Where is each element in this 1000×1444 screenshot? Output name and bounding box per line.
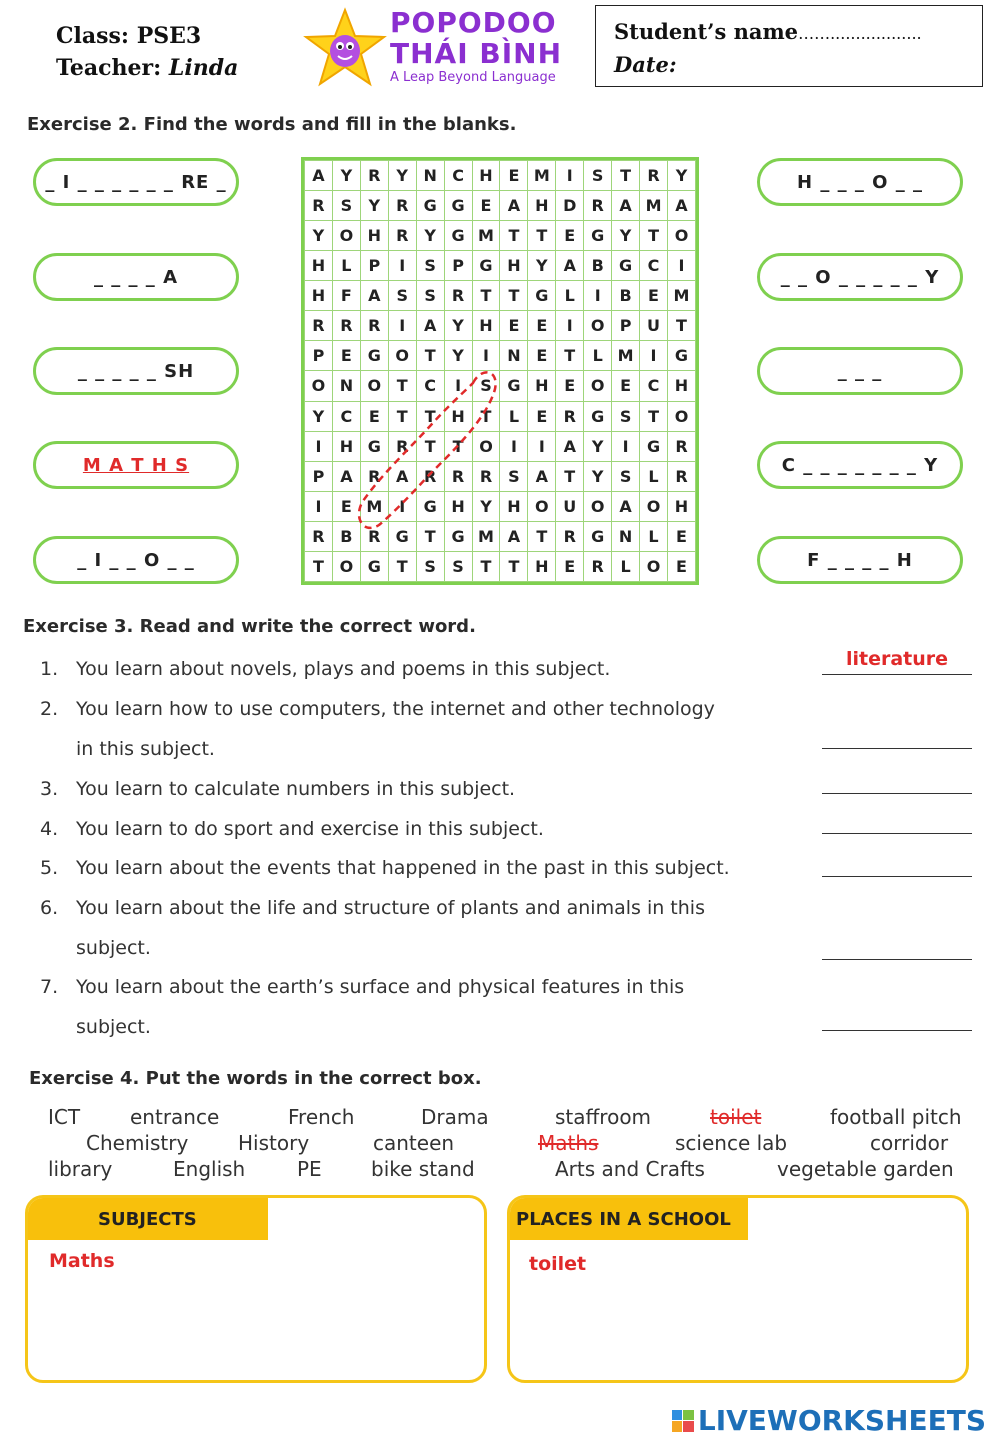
word-french[interactable]: French — [288, 1105, 355, 1129]
grid-letter[interactable]: T — [500, 221, 528, 251]
grid-letter[interactable]: I — [388, 251, 416, 281]
question-2: 2. You learn how to use computers, the internet and other technology — [40, 698, 715, 720]
grid-letter[interactable]: G — [360, 551, 388, 581]
grid-letter[interactable]: A — [416, 311, 444, 341]
grid-row — [305, 251, 696, 281]
grid-letter[interactable]: O — [584, 491, 612, 521]
grid-letter[interactable]: H — [472, 311, 500, 341]
grid-letter[interactable]: S — [388, 281, 416, 311]
grid-letter[interactable]: T — [416, 341, 444, 371]
grid-letter[interactable]: R — [332, 311, 360, 341]
grid-letter[interactable]: A — [667, 191, 695, 221]
grid-letter[interactable]: G — [640, 431, 668, 461]
grid-row — [305, 491, 696, 521]
grid-letter[interactable]: Y — [444, 311, 472, 341]
grid-letter[interactable]: G — [444, 191, 472, 221]
grid-letter[interactable]: Y — [388, 161, 416, 191]
grid-letter[interactable]: T — [500, 551, 528, 581]
grid-letter[interactable]: I — [612, 431, 640, 461]
exercise2-title: Exercise 2. Find the words and fill in the blanks. — [27, 114, 517, 135]
logo-tagline: A Leap Beyond Language — [390, 70, 556, 85]
grid-letter[interactable]: G — [388, 521, 416, 551]
grid-letter[interactable]: R — [584, 551, 612, 581]
grid-letter[interactable]: S — [332, 191, 360, 221]
grid-letter[interactable]: R — [305, 311, 333, 341]
grid-letter[interactable]: M — [472, 221, 500, 251]
grid-row — [305, 401, 696, 431]
grid-letter[interactable]: G — [444, 521, 472, 551]
grid-letter[interactable]: Y — [584, 431, 612, 461]
exercise4-title: Exercise 4. Put the words in the correct box. — [29, 1068, 482, 1089]
word-arts-and-crafts[interactable]: Arts and Crafts — [555, 1157, 705, 1181]
grid-letter[interactable]: R — [360, 311, 388, 341]
grid-row — [305, 161, 696, 191]
grid-letter[interactable]: L — [500, 401, 528, 431]
word-entrance[interactable]: entrance — [130, 1105, 220, 1129]
grid-letter[interactable]: E — [500, 311, 528, 341]
grid-letter[interactable]: M — [667, 281, 695, 311]
grid-letter[interactable]: E — [556, 371, 584, 401]
grid-letter[interactable]: Y — [472, 491, 500, 521]
liveworksheets-icon — [672, 1410, 694, 1432]
grid-letter[interactable]: R — [584, 191, 612, 221]
grid-letter[interactable]: O — [305, 371, 333, 401]
right-pill-4[interactable]: C _ _ _ _ _ _ _ Y — [757, 441, 963, 489]
grid-letter[interactable]: G — [584, 521, 612, 551]
grid-letter[interactable]: P — [612, 311, 640, 341]
grid-letter[interactable]: A — [500, 191, 528, 221]
question-2-cont: in this subject. — [76, 738, 215, 760]
grid-letter[interactable]: N — [500, 341, 528, 371]
student-name-label: Student’s name — [614, 19, 799, 44]
word-football-pitch[interactable]: football pitch — [830, 1105, 962, 1129]
answer-line-1[interactable] — [822, 674, 972, 675]
grid-letter[interactable]: R — [416, 461, 444, 491]
right-pill-1[interactable]: H _ _ _ O _ _ — [757, 158, 963, 206]
grid-letter[interactable]: T — [444, 431, 472, 461]
grid-letter[interactable]: G — [500, 371, 528, 401]
grid-letter[interactable]: R — [472, 461, 500, 491]
grid-letter[interactable]: T — [388, 371, 416, 401]
left-pill-5[interactable]: _ I _ _ O _ _ — [33, 536, 239, 584]
grid-letter[interactable]: G — [612, 251, 640, 281]
grid-letter[interactable]: R — [360, 161, 388, 191]
answer-line-5[interactable] — [822, 876, 972, 877]
grid-letter[interactable]: T — [667, 311, 695, 341]
subjects-box-title: SUBJECTS — [28, 1198, 268, 1240]
grid-letter[interactable]: A — [360, 281, 388, 311]
question-4: 4. You learn to do sport and exercise in this subject. — [40, 818, 544, 840]
grid-letter[interactable]: A — [556, 431, 584, 461]
grid-letter[interactable]: I — [444, 371, 472, 401]
answer-1[interactable]: literature — [845, 648, 949, 670]
grid-letter[interactable]: E — [332, 341, 360, 371]
grid-letter[interactable]: P — [305, 461, 333, 491]
answer-line-6[interactable] — [822, 959, 972, 960]
word-corridor[interactable]: corridor — [870, 1131, 949, 1155]
grid-letter[interactable]: R — [305, 191, 333, 221]
grid-letter[interactable]: H — [528, 191, 556, 221]
teacher-value: Linda — [168, 55, 239, 81]
right-pill-2[interactable]: _ _ O _ _ _ _ _ Y — [757, 253, 963, 301]
date-label[interactable]: Date: — [614, 52, 677, 77]
grid-letter[interactable]: M — [472, 521, 500, 551]
grid-letter[interactable]: H — [500, 491, 528, 521]
word-search-grid[interactable] — [301, 157, 699, 585]
grid-letter[interactable]: G — [416, 491, 444, 521]
grid-letter[interactable]: T — [640, 221, 668, 251]
grid-letter[interactable]: A — [528, 461, 556, 491]
student-name-field[interactable]: …….................. — [798, 24, 922, 43]
grid-letter[interactable]: R — [305, 521, 333, 551]
grid-letter[interactable]: T — [388, 401, 416, 431]
grid-letter[interactable]: T — [388, 551, 416, 581]
grid-letter[interactable]: I — [556, 311, 584, 341]
word-search-table[interactable] — [304, 160, 696, 582]
grid-letter[interactable]: H — [332, 431, 360, 461]
grid-letter[interactable]: O — [332, 221, 360, 251]
grid-letter[interactable]: I — [388, 491, 416, 521]
grid-letter[interactable]: H — [360, 221, 388, 251]
grid-letter[interactable]: Y — [332, 161, 360, 191]
grid-letter[interactable]: O — [667, 221, 695, 251]
grid-letter[interactable]: S — [416, 551, 444, 581]
grid-letter[interactable]: I — [556, 161, 584, 191]
grid-letter[interactable]: G — [584, 401, 612, 431]
grid-letter[interactable]: N — [416, 161, 444, 191]
grid-letter[interactable]: Y — [305, 221, 333, 251]
grid-letter[interactable]: R — [667, 461, 695, 491]
right-pill-3[interactable]: _ _ _ — [757, 347, 963, 395]
grid-letter[interactable]: C — [444, 161, 472, 191]
grid-letter[interactable]: A — [500, 521, 528, 551]
grid-letter[interactable]: R — [667, 431, 695, 461]
grid-letter[interactable]: P — [360, 251, 388, 281]
grid-letter[interactable]: E — [500, 161, 528, 191]
grid-letter[interactable]: E — [640, 281, 668, 311]
grid-letter[interactable]: T — [640, 401, 668, 431]
word-canteen[interactable]: canteen — [373, 1131, 455, 1155]
grid-letter[interactable]: T — [612, 161, 640, 191]
answer-line-3[interactable] — [822, 793, 972, 794]
answer-line-7[interactable] — [822, 1030, 972, 1031]
grid-letter[interactable]: I — [584, 281, 612, 311]
grid-letter[interactable]: D — [556, 191, 584, 221]
grid-letter[interactable]: M — [612, 341, 640, 371]
grid-letter[interactable]: I — [500, 431, 528, 461]
left-pill-2[interactable]: _ _ _ _ A — [33, 253, 239, 301]
grid-letter[interactable]: B — [612, 281, 640, 311]
grid-letter[interactable]: M — [528, 161, 556, 191]
grid-letter[interactable]: T — [528, 521, 556, 551]
grid-row — [305, 461, 696, 491]
grid-letter[interactable]: S — [612, 401, 640, 431]
grid-letter[interactable]: N — [612, 521, 640, 551]
grid-letter[interactable]: T — [416, 521, 444, 551]
grid-letter[interactable]: R — [388, 191, 416, 221]
grid-letter[interactable]: E — [528, 311, 556, 341]
grid-letter[interactable]: H — [667, 371, 695, 401]
logo-line2: THÁI BÌNH — [390, 37, 562, 70]
grid-letter[interactable]: A — [305, 161, 333, 191]
question-3: 3. You learn to calculate numbers in this subject. — [40, 778, 516, 800]
grid-letter[interactable]: C — [640, 371, 668, 401]
grid-row — [305, 371, 696, 401]
grid-letter[interactable]: H — [305, 281, 333, 311]
subjects-box[interactable] — [25, 1195, 487, 1383]
grid-row — [305, 551, 696, 581]
grid-letter[interactable]: F — [332, 281, 360, 311]
question-7-cont: subject. — [76, 1016, 151, 1038]
grid-letter[interactable]: G — [360, 431, 388, 461]
logo-text — [390, 8, 562, 86]
grid-letter[interactable]: S — [612, 461, 640, 491]
grid-letter[interactable]: S — [444, 551, 472, 581]
grid-row — [305, 311, 696, 341]
grid-letter[interactable]: G — [360, 341, 388, 371]
liveworksheets-text: LIVEWORKSHEETS — [697, 1404, 986, 1437]
logo-line1: POPODOO — [390, 6, 557, 39]
grid-letter[interactable]: S — [584, 161, 612, 191]
grid-letter[interactable]: P — [444, 251, 472, 281]
grid-letter[interactable]: E — [528, 401, 556, 431]
grid-letter[interactable]: H — [472, 161, 500, 191]
grid-letter[interactable]: L — [584, 341, 612, 371]
class-value: PSE3 — [136, 23, 202, 49]
grid-row — [305, 191, 696, 221]
grid-letter[interactable]: T — [472, 281, 500, 311]
class-teacher-info — [56, 20, 238, 84]
grid-row — [305, 521, 696, 551]
grid-letter[interactable]: I — [528, 431, 556, 461]
grid-letter[interactable]: O — [584, 371, 612, 401]
places-box-title: PLACES IN A SCHOOL — [510, 1198, 748, 1240]
grid-row — [305, 281, 696, 311]
grid-letter[interactable]: O — [584, 311, 612, 341]
answer-line-4[interactable] — [822, 833, 972, 834]
grid-letter[interactable]: E — [360, 401, 388, 431]
word-science-lab[interactable]: science lab — [675, 1131, 788, 1155]
grid-letter[interactable]: E — [528, 341, 556, 371]
grid-letter[interactable]: S — [416, 251, 444, 281]
grid-letter[interactable]: I — [472, 341, 500, 371]
right-pill-5[interactable]: F _ _ _ _ H — [757, 536, 963, 584]
teacher-label: Teacher: — [56, 55, 162, 81]
question-1: 1. You learn about novels, plays and poems in this subject. — [40, 658, 611, 680]
grid-letter[interactable]: C — [332, 401, 360, 431]
liveworksheets-brand[interactable] — [672, 1404, 986, 1437]
grid-letter[interactable]: A — [332, 461, 360, 491]
grid-letter[interactable]: R — [444, 461, 472, 491]
grid-letter[interactable]: N — [332, 371, 360, 401]
grid-letter[interactable]: R — [360, 461, 388, 491]
grid-letter[interactable]: Y — [360, 191, 388, 221]
grid-letter[interactable]: R — [556, 521, 584, 551]
word-pe[interactable]: PE — [297, 1157, 322, 1181]
grid-letter[interactable]: I — [640, 341, 668, 371]
answer-line-2[interactable] — [822, 748, 972, 749]
grid-letter[interactable]: E — [667, 551, 695, 581]
grid-letter[interactable]: H — [528, 551, 556, 581]
grid-letter[interactable]: I — [305, 431, 333, 461]
grid-letter[interactable]: L — [640, 521, 668, 551]
word-staffroom[interactable]: staffroom — [555, 1105, 652, 1129]
grid-letter[interactable]: G — [667, 341, 695, 371]
question-5: 5. You learn about the events that happened in the past in this subject. — [40, 857, 730, 879]
grid-letter[interactable]: G — [416, 191, 444, 221]
grid-letter[interactable]: R — [360, 521, 388, 551]
grid-letter[interactable]: R — [388, 431, 416, 461]
question-7: 7. You learn about the earth’s surface and physical features in this — [40, 976, 685, 998]
word-vegetable-garden[interactable]: vegetable garden — [777, 1157, 954, 1181]
grid-letter[interactable]: T — [472, 401, 500, 431]
grid-row — [305, 431, 696, 461]
grid-letter[interactable]: A — [612, 491, 640, 521]
grid-letter[interactable]: H — [500, 251, 528, 281]
grid-letter[interactable]: Y — [584, 461, 612, 491]
grid-letter[interactable]: C — [416, 371, 444, 401]
word-ict[interactable]: ICT — [48, 1105, 81, 1129]
grid-letter[interactable]: T — [416, 401, 444, 431]
grid-letter[interactable]: H — [444, 401, 472, 431]
grid-letter[interactable]: L — [612, 551, 640, 581]
grid-letter[interactable]: O — [640, 551, 668, 581]
word-english[interactable]: English — [173, 1157, 246, 1181]
left-pill-4-answer[interactable]: M A T H S — [33, 441, 239, 489]
grid-letter[interactable]: Y — [305, 401, 333, 431]
grid-letter[interactable]: H — [305, 251, 333, 281]
grid-letter[interactable]: S — [416, 281, 444, 311]
grid-letter[interactable]: L — [556, 281, 584, 311]
grid-letter[interactable]: U — [640, 311, 668, 341]
grid-letter[interactable]: B — [332, 521, 360, 551]
grid-letter[interactable]: M — [640, 191, 668, 221]
grid-letter[interactable]: O — [388, 341, 416, 371]
grid-letter[interactable]: E — [612, 371, 640, 401]
subjects-answer[interactable]: Maths — [49, 1250, 115, 1272]
word-history[interactable]: History — [238, 1131, 310, 1155]
grid-letter[interactable]: L — [332, 251, 360, 281]
grid-letter[interactable]: I — [305, 491, 333, 521]
grid-letter[interactable]: O — [528, 491, 556, 521]
grid-letter[interactable]: O — [472, 431, 500, 461]
grid-letter[interactable]: H — [667, 491, 695, 521]
grid-letter[interactable]: T — [556, 341, 584, 371]
grid-letter[interactable]: H — [444, 491, 472, 521]
word-maths-used[interactable]: Maths — [538, 1131, 599, 1155]
grid-letter[interactable]: U — [556, 491, 584, 521]
grid-letter[interactable]: R — [640, 161, 668, 191]
grid-letter[interactable]: C — [640, 251, 668, 281]
word-library[interactable]: library — [48, 1157, 113, 1181]
question-6: 6. You learn about the life and structure of plants and animals in this — [40, 897, 705, 919]
word-toilet-used[interactable]: toilet — [710, 1105, 762, 1129]
grid-letter[interactable]: L — [640, 461, 668, 491]
question-6-cont: subject. — [76, 937, 151, 959]
grid-letter[interactable]: T — [472, 551, 500, 581]
grid-letter[interactable]: T — [416, 431, 444, 461]
grid-letter[interactable]: O — [640, 491, 668, 521]
grid-letter[interactable]: Y — [612, 221, 640, 251]
grid-letter[interactable]: H — [528, 371, 556, 401]
grid-letter[interactable]: M — [360, 491, 388, 521]
grid-letter[interactable]: T — [500, 281, 528, 311]
places-answer[interactable]: toilet — [529, 1253, 587, 1275]
word-drama[interactable]: Drama — [421, 1105, 489, 1129]
grid-letter[interactable]: E — [332, 491, 360, 521]
grid-letter[interactable]: E — [667, 521, 695, 551]
word-chemistry[interactable]: Chemistry — [86, 1131, 189, 1155]
grid-letter[interactable]: R — [444, 281, 472, 311]
grid-row — [305, 221, 696, 251]
grid-letter[interactable]: G — [528, 281, 556, 311]
grid-letter[interactable]: A — [388, 461, 416, 491]
grid-letter[interactable]: S — [500, 461, 528, 491]
grid-letter[interactable]: Y — [444, 341, 472, 371]
left-pill-3[interactable]: _ _ _ _ _ SH — [33, 347, 239, 395]
grid-letter[interactable]: O — [332, 551, 360, 581]
word-bike-stand[interactable]: bike stand — [371, 1157, 475, 1181]
grid-letter[interactable]: S — [472, 371, 500, 401]
grid-letter[interactable]: T — [305, 551, 333, 581]
grid-letter[interactable]: A — [612, 191, 640, 221]
grid-row — [305, 341, 696, 371]
grid-letter[interactable]: Y — [667, 161, 695, 191]
exercise3-title: Exercise 3. Read and write the correct word. — [23, 616, 476, 637]
places-box[interactable] — [507, 1195, 969, 1383]
grid-letter[interactable]: B — [584, 251, 612, 281]
grid-letter[interactable]: G — [444, 221, 472, 251]
grid-letter[interactable]: P — [305, 341, 333, 371]
student-info-box — [595, 5, 983, 87]
grid-letter[interactable]: E — [556, 221, 584, 251]
grid-letter[interactable]: T — [528, 221, 556, 251]
grid-letter[interactable]: G — [472, 251, 500, 281]
grid-letter[interactable]: Y — [528, 251, 556, 281]
grid-letter[interactable]: R — [556, 401, 584, 431]
grid-letter[interactable]: A — [556, 251, 584, 281]
left-pill-1[interactable]: _ I _ _ _ _ _ _ RE _ — [33, 158, 239, 206]
grid-letter[interactable]: G — [584, 221, 612, 251]
grid-letter[interactable]: E — [472, 191, 500, 221]
grid-letter[interactable]: O — [360, 371, 388, 401]
grid-letter[interactable]: I — [388, 311, 416, 341]
grid-letter[interactable]: T — [556, 461, 584, 491]
grid-letter[interactable]: E — [556, 551, 584, 581]
grid-letter[interactable]: R — [388, 221, 416, 251]
grid-letter[interactable]: Y — [416, 221, 444, 251]
grid-letter[interactable]: I — [667, 251, 695, 281]
class-label: Class: — [56, 23, 130, 49]
grid-letter[interactable]: O — [667, 401, 695, 431]
